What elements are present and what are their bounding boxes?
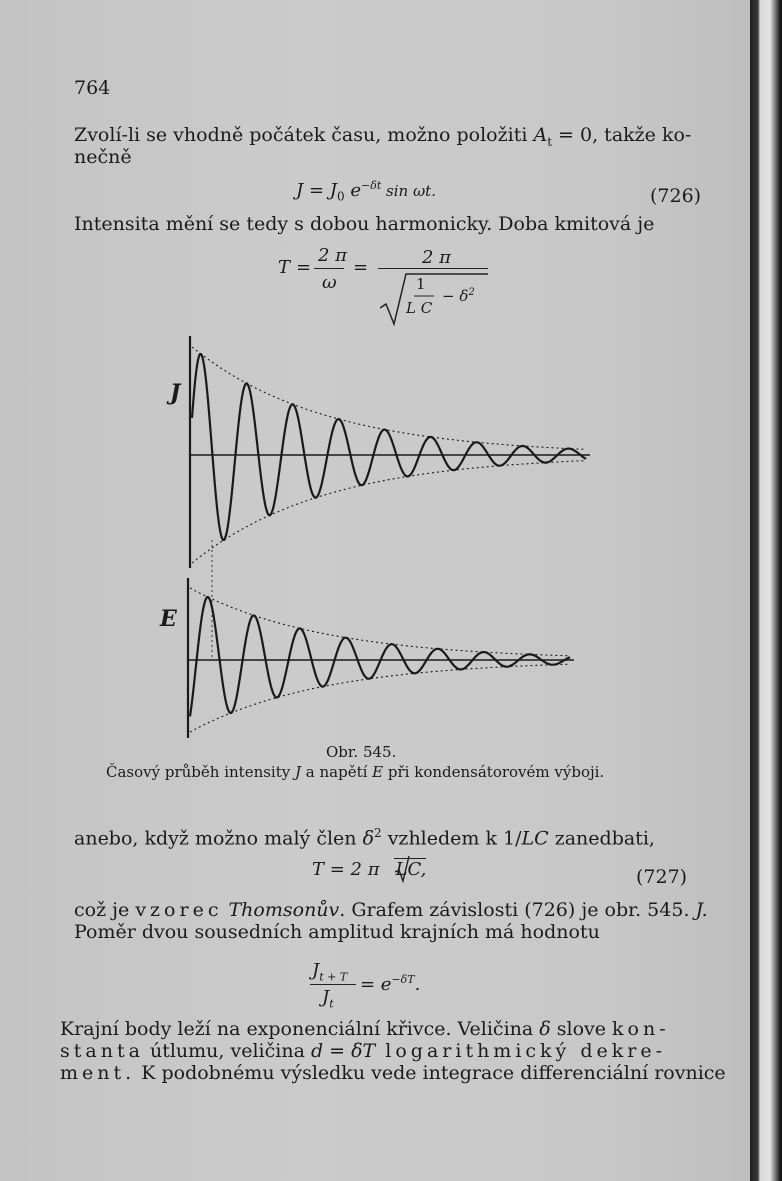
eq-t-denominator-1: ω — [322, 272, 337, 293]
para5-ment: ment. — [60, 1062, 136, 1084]
sqrt-sign-727-icon — [394, 855, 410, 883]
paragraph-1-line-1 — [74, 124, 691, 153]
var-A-sub: t — [547, 134, 553, 149]
eq-t-lc: L C — [406, 299, 433, 317]
caption-end: při kondensátorovém výboji. — [383, 763, 605, 781]
para4-j: J. — [695, 899, 708, 921]
paragraph-5-line-2 — [60, 1040, 666, 1062]
paragraph-2: Intensita mění se tedy s dobou harmonicky. Doba kmitová je — [74, 213, 655, 235]
para1-text-b: = 0, takže ko- — [552, 124, 692, 146]
equation-727-number: (727) — [636, 866, 688, 888]
para3-delta: δ — [362, 827, 375, 850]
para5-dekre: dekre- — [570, 1040, 667, 1062]
para5-text-b: slove — [550, 1018, 613, 1040]
para3-lc: LC — [521, 827, 549, 850]
page-number: 764 — [74, 77, 111, 99]
eq-t-equals-1: = — [296, 257, 312, 278]
equation-726-number: (726) — [650, 185, 702, 207]
para5-delta-t: δT — [351, 1040, 376, 1062]
e-lower-envelope — [190, 664, 570, 732]
eq-t-fraction-bar-1 — [314, 268, 344, 269]
ratio-exponent: −δT — [391, 973, 415, 986]
ratio-equals-e: = e — [360, 974, 392, 995]
para5-text-c: útlumu, veličina — [143, 1040, 311, 1062]
j-waveform — [192, 354, 586, 540]
figure-545 — [150, 330, 610, 740]
paragraph-3 — [74, 822, 655, 849]
para4-text-a: což je — [74, 899, 136, 921]
eq-t-lhs: T — [278, 257, 291, 278]
eq726-exponent: −δt — [360, 179, 382, 192]
para5-text-a: Krajní body leží na exponenciální křivce. Veličina — [60, 1018, 540, 1040]
eq-t-one: 1 — [416, 275, 426, 293]
para3-text-b: vzhledem k 1/ — [381, 827, 522, 850]
ratio-num-sub: t + T — [319, 970, 348, 984]
para3-text-c: zanedbati, — [548, 827, 655, 850]
var-A: A — [533, 124, 548, 146]
paragraph-4-line-1 — [74, 899, 708, 921]
eq-t-fraction-bar-2 — [378, 268, 488, 269]
e-axis-label: E — [160, 606, 177, 632]
ratio-den-sub: t — [329, 997, 334, 1011]
book-binding-edge — [750, 0, 782, 1181]
para4-spaced: vzorec — [135, 899, 223, 921]
eq726-j0-sub: 0 — [336, 189, 345, 204]
ratio-den-j: J — [322, 987, 330, 1008]
para3-square: 2 — [374, 826, 382, 840]
figure-caption-number: Obr. 545. — [326, 743, 397, 761]
eq726-e: e — [344, 180, 361, 201]
figure-caption — [106, 763, 604, 781]
para5-text-d: K podobnému výsledku vede integrace differenciální rovnice — [135, 1062, 726, 1084]
j-lower-envelope — [192, 461, 586, 563]
equation-726 — [296, 179, 436, 204]
paragraph-1-line-2: nečně — [74, 146, 132, 168]
para4-thomson: Thomsonův — [222, 899, 340, 921]
figure-curves — [190, 347, 586, 732]
para5-kon: kon- — [612, 1018, 670, 1040]
eq-t-minus-delta — [442, 287, 475, 305]
caption-text: Časový průběh intensity — [106, 763, 295, 781]
ratio-num-j: J — [312, 960, 320, 981]
eq726-equals: = — [303, 180, 330, 201]
ratio-dot: . — [414, 974, 421, 995]
paragraph-4-line-2: Poměr dvou sousedních amplitud krajních má hodnotu — [74, 921, 600, 943]
para5-d: d — [310, 1040, 324, 1062]
para5-delta: δ — [539, 1018, 551, 1040]
para5-equals: = — [323, 1040, 352, 1062]
eq727-rest: = 2 π — [324, 859, 380, 880]
e-upper-envelope — [190, 588, 570, 656]
eq-t-equals-2: = — [353, 257, 369, 278]
ratio-rhs — [360, 973, 420, 995]
j-axis-label: J — [170, 380, 181, 406]
para5-konstanta: stanta — [60, 1040, 144, 1062]
caption-j: J — [295, 763, 302, 781]
eq-t-numerator-2: 2 π — [422, 247, 452, 268]
eq726-lhs: J — [296, 180, 304, 201]
paragraph-5-line-3 — [60, 1062, 726, 1084]
caption-e: E — [372, 763, 384, 781]
caption-mid: a napětí — [301, 763, 373, 781]
eq-t-numerator-1: 2 π — [318, 245, 348, 266]
e-waveform — [190, 597, 570, 716]
eq-t-minus: − δ — [442, 287, 469, 305]
para5-logarithmicky: logarithmický — [375, 1040, 571, 1062]
eq726-j0: J — [329, 180, 337, 201]
figure-axes — [188, 336, 590, 738]
eq727-t: T — [312, 859, 325, 880]
ratio-fraction-bar — [310, 984, 356, 985]
para3-text-a: anebo, když možno malý člen — [74, 827, 363, 850]
ratio-numerator — [312, 960, 347, 984]
para4-text-b: . Grafem závislosti (726) je obr. 545. — [339, 899, 696, 921]
eq-t-square: 2 — [468, 287, 475, 298]
para1-text-a: Zvolí-li se vhodně počátek času, možno položiti — [74, 124, 534, 146]
eq726-tail: sin ωt. — [381, 182, 436, 200]
eq727-radicand: LC, — [395, 859, 427, 880]
paragraph-5-line-1 — [60, 1018, 670, 1040]
ratio-denominator — [322, 987, 334, 1011]
